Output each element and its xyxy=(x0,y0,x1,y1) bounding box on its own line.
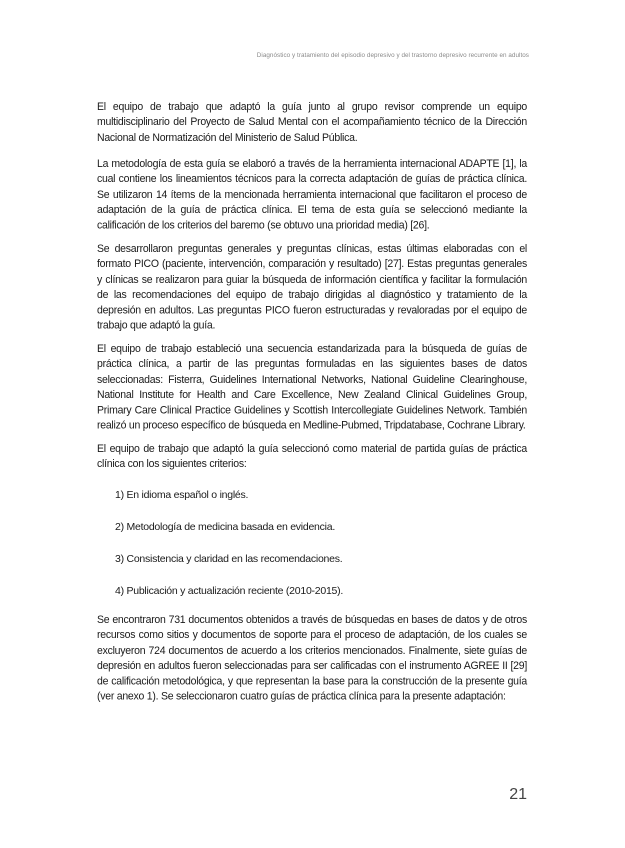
criteria-item-publication: 4) Publicación y actualización reciente (2010-2015). xyxy=(115,584,344,597)
document-body xyxy=(97,99,527,711)
running-header: Diagnóstico y tratamiento del episodio depresivo y del trastorno depresivo recurrente en adultos xyxy=(256,52,529,59)
paragraph-questions: Se desarrollaron preguntas generales y preguntas clínicas, estas últimas elaboradas con el formato PICO (paciente, intervención, comparación y resultado) [27]. Estas preguntas generales y clínicas se realizaron para guiar la búsqueda de información científica y facilitar la formulación de las recomendaciones del equipo de trabajo dirigidas al diagnóstico y tratamiento de la depresión en adultos. Las preguntas PICO fueron estructuradas y revaloradas por el equipo de trabajo que adaptó la guía. xyxy=(97,242,527,333)
paragraph-methodology: La metodología de esta guía se elaboró a través de la herramienta internacional ADAPTE [1], la cual contiene los lineamientos técnicos para la correcta adaptación de guías de práctica clínica. Se utilizaron 14 ítems de la mencionada herramienta internacional que facilitaron el proceso de adaptación de la guía de práctica clínica. El tema de esta guía se seleccionó mediante la calificación de los criterios del baremo (se obtuvo una prioridad media) [26]. xyxy=(97,156,527,232)
paragraph-selection: El equipo de trabajo que adaptó la guía seleccionó como material de partida guías de práctica clínica con los siguientes criterios: xyxy=(97,442,527,471)
paragraph-search: El equipo de trabajo estableció una secuencia estandarizada para la búsqueda de guías de práctica clínica, a partir de las preguntas formuladas en las siguientes bases de datos seleccionadas: Fisterra, Guidelines International Networks, National Guideline Clearinghouse, National Institute for Health and Care Excellence, New Zealand Clinical Guidelines Group, Primary Care Clinical Practice Guidelines y Scottish Intercollegiate Guidelines Network. También realizó un proceso específico de búsqueda en Medline-Pubmed, Tripdatabase, Cochrane Library. xyxy=(97,342,527,433)
paragraph-results: Se encontraron 731 documentos obtenidos a través de búsquedas en bases de datos y de otros recursos como sitios y documentos de soporte para el proceso de adaptación, de los cuales se excluyeron 724 documentos de acuerdo a los criterios mencionados. Finalmente, siete guías de depresión en adultos fueron seleccionadas para ser calificadas con el instrumento AGREE II [29] de calificación metodológica, y que representan la base para la construcción de la presente guía (ver anexo 1). Se seleccionaron cuatro guías de práctica clínica para la presente adaptación: xyxy=(97,612,527,703)
criteria-item-methodology: 2) Metodología de medicina basada en evidencia. xyxy=(115,520,335,533)
page-number: 21 xyxy=(509,786,527,803)
paragraph-team: El equipo de trabajo que adaptó la guía junto al grupo revisor comprende un equipo multidisciplinario del Proyecto de Salud Mental con el acompañamiento técnico de la Dirección Nacional de Normatización del Ministerio de Salud Pública. xyxy=(97,100,527,144)
criteria-item-consistency: 3) Consistencia y claridad en las recomendaciones. xyxy=(115,552,343,565)
criteria-item-language: 1) En idioma español o inglés. xyxy=(115,488,249,501)
